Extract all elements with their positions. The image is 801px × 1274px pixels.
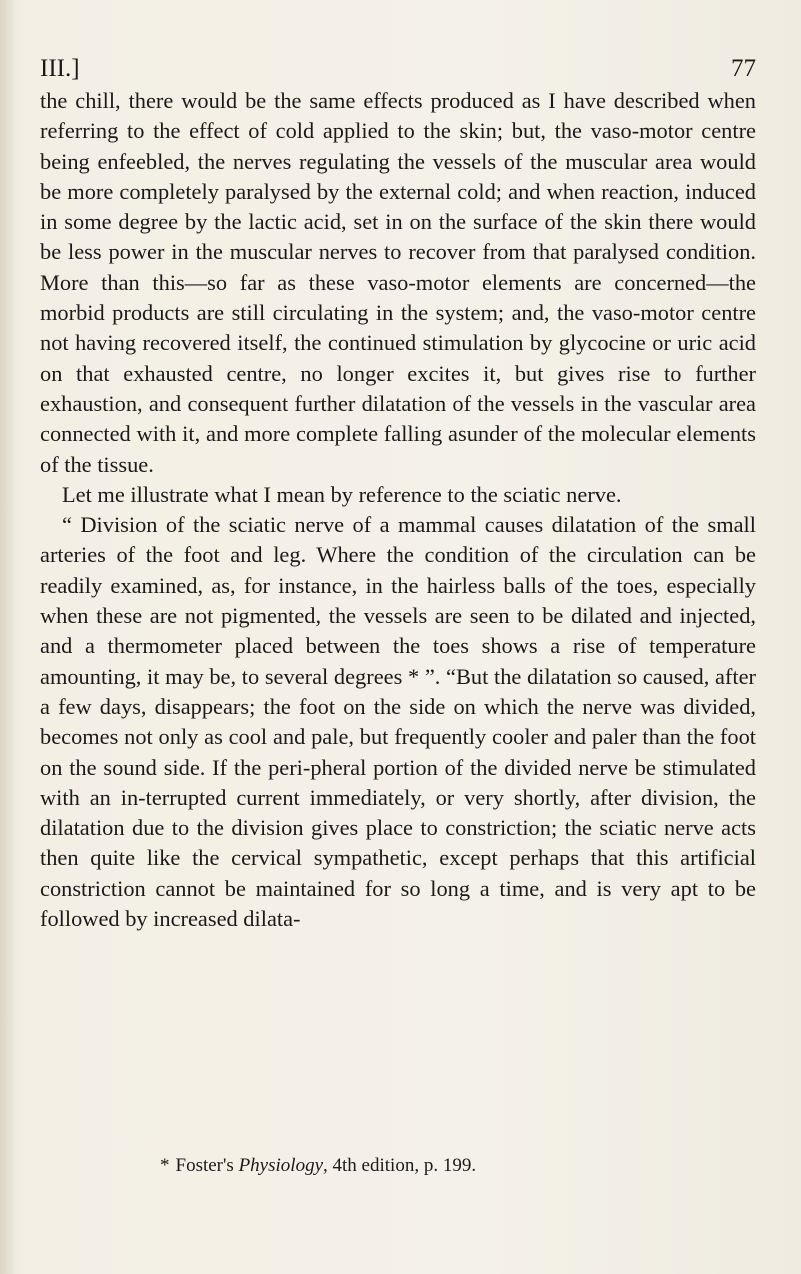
footnote — [160, 1153, 476, 1179]
paragraph-3: “ Division of the sciatic nerve of a mammal causes dilatation of the small arteries of the foot and leg. Where the condition of the circulation can be readily examined, as, for instance, in the hairless balls of the toes, especially when these are not pigmented, the vessels are seen to be dilated and injected, and a thermometer placed between the toes shows a rise of temperature amounting, it may be, to several degrees * ”. “But the dilatation so caused, after a few days, disappears; the foot on the side on which the nerve was divided, becomes not only as cool and pale, but frequently cooler and paler than the foot on the sound side. If the peri-pheral portion of the divided nerve be stimulated with an in-terrupted current immediately, or very shortly, after division, the dilatation due to the division gives place to constriction; the sciatic nerve acts then quite like the cervical sympathetic, except perhaps that this artificial constriction cannot be maintained for so long a time, and is very apt to be followed by increased dilata- — [40, 512, 756, 932]
footnote-book-title: Physiology — [238, 1155, 324, 1176]
page-number: 77 — [731, 55, 756, 82]
book-page — [40, 52, 756, 934]
chapter-marker: III.] — [40, 55, 80, 82]
paragraph-1: the chill, there would be the same effects produced as I have described when referring to the effect of cold applied to the skin; but, the vaso-motor centre being enfeebled, the nerves regulating the vessels of the muscular area would be more completely paralysed by the external cold; and when reaction, induced in some degree by the lactic acid, set in on the surface of the skin there would be less power in the muscular nerves to recover from that paralysed condition. More than this—so far as these vaso-motor elements are concerned—the morbid products are still circulating in the system; and, the vaso-motor centre not having recovered itself, the continued stimulation by glycocine or uric acid on that exhausted centre, no longer excites it, but gives rise to further exhaustion, and consequent further dilatation of the vessels in the vascular area connected with it, and more complete falling asunder of the molecular elements of the tissue. — [40, 88, 756, 477]
body-text — [40, 86, 756, 934]
running-header — [40, 52, 756, 86]
footnote-author: Foster's — [175, 1155, 234, 1176]
footnote-mark: * — [160, 1155, 170, 1176]
footnote-edition: , 4th edition, p. 199. — [323, 1155, 477, 1176]
paragraph-2: Let me illustrate what I mean by reference to the sciatic nerve. — [62, 481, 622, 507]
page-edge-shadow — [0, 0, 14, 1274]
